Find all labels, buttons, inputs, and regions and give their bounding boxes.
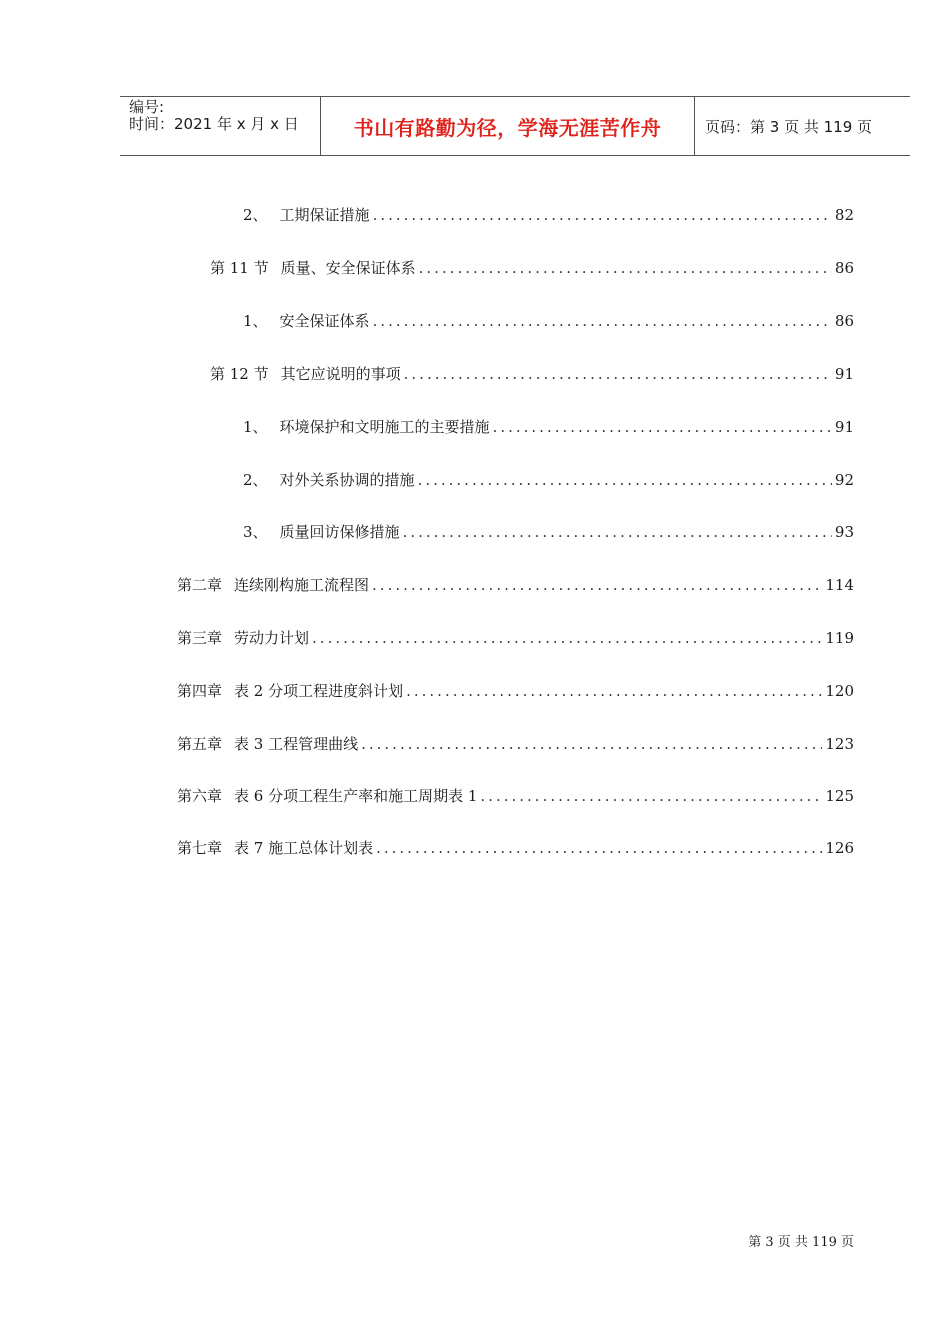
toc-entry[interactable]: [243, 311, 854, 331]
toc-entry-title: 表 2 分项工程进度斜计划: [234, 682, 404, 700]
toc-entry-number: 第三章: [177, 629, 223, 647]
toc-entry-number: 2、: [243, 206, 268, 224]
page-footer: [748, 1231, 854, 1250]
toc-entry-title: 表 3 工程管理曲线: [234, 735, 359, 753]
toc-entry-number: 3、: [243, 523, 268, 541]
toc-leader-dots: [404, 364, 832, 384]
toc-entry[interactable]: [210, 258, 854, 278]
toc-entry-title: 其它应说明的事项: [280, 365, 401, 383]
toc-entry[interactable]: [243, 470, 854, 490]
toc-entry-number: 1、: [243, 418, 268, 436]
toc-entry-page: 114: [825, 576, 854, 594]
toc-entry-page: 82: [834, 206, 854, 224]
toc-entry-number: 第二章: [177, 576, 223, 594]
toc-leader-dots: [480, 786, 822, 806]
header-page-number: 页码：第 3 页 共 119 页: [705, 117, 873, 136]
document-time-label: 时间：2021 年 x 月 x 日: [129, 115, 299, 133]
document-number-label: 编号:: [129, 98, 165, 116]
toc-entry-number: 第六章: [177, 787, 223, 805]
toc-entry-page: 120: [825, 682, 854, 700]
footer-page-number: 第 3 页 共 119 页: [748, 1235, 854, 1250]
toc-entry-title: 劳动力计划: [234, 629, 310, 647]
toc-entry-page: 91: [834, 365, 854, 383]
toc-leader-dots: [419, 258, 832, 278]
toc-entry-title: 环境保护和文明施工的主要措施: [279, 418, 490, 436]
toc-leader-dots: [373, 311, 832, 331]
toc-entry-number: 第四章: [177, 682, 223, 700]
toc-entry-number: 2、: [243, 471, 268, 489]
toc-entry-page: 91: [834, 418, 854, 436]
toc-entry-title: 表 6 分项工程生产率和施工周期表 1: [234, 787, 478, 805]
toc-entry-number: 第五章: [177, 735, 223, 753]
toc-leader-dots: [406, 681, 822, 701]
toc-entry[interactable]: [177, 681, 854, 701]
toc-entry-title: 工期保证措施: [279, 206, 370, 224]
toc-entry[interactable]: [177, 734, 854, 754]
toc-entry-number: 第 12 节: [210, 365, 269, 383]
header-page-cell: [695, 97, 910, 155]
toc-entry[interactable]: [177, 575, 854, 595]
toc-entry-title: 连续刚构施工流程图: [234, 576, 370, 594]
header-meta-cell: [120, 97, 321, 155]
toc-entry-page: 123: [825, 735, 854, 753]
toc-entry-title: 安全保证体系: [279, 312, 370, 330]
toc-entry-title: 表 7 施工总体计划表: [234, 839, 374, 857]
toc-entry-page: 92: [834, 471, 854, 489]
toc-leader-dots: [418, 470, 832, 490]
toc-leader-dots: [403, 522, 832, 542]
toc-entry-page: 125: [825, 787, 854, 805]
toc-leader-dots: [376, 838, 822, 858]
toc-entry[interactable]: [243, 522, 854, 542]
toc-entry[interactable]: [243, 205, 854, 225]
toc-entry[interactable]: [177, 838, 854, 858]
header-motto-cell: [321, 97, 695, 155]
toc-entry-number: 1、: [243, 312, 268, 330]
toc-leader-dots: [372, 575, 822, 595]
toc-leader-dots: [373, 205, 832, 225]
header-motto: 书山有路勤为径，学海无涯苦作舟: [353, 115, 662, 140]
toc-entry[interactable]: [243, 417, 854, 437]
page-header: [120, 96, 910, 156]
toc-entry-number: 第 11 节: [210, 259, 269, 277]
toc-leader-dots: [312, 628, 822, 648]
toc-entry[interactable]: [177, 786, 854, 806]
toc-leader-dots: [493, 417, 832, 437]
toc-entry-page: 93: [834, 523, 854, 541]
toc-entry-page: 119: [825, 629, 854, 647]
toc-entry-title: 对外关系协调的措施: [279, 471, 415, 489]
toc-entry-page: 126: [825, 839, 854, 857]
toc-entry-page: 86: [834, 259, 854, 277]
toc-entry-page: 86: [834, 312, 854, 330]
toc-entry[interactable]: [210, 364, 854, 384]
toc-leader-dots: [361, 734, 822, 754]
toc-entry-title: 质量、安全保证体系: [280, 259, 416, 277]
toc-entry-number: 第七章: [177, 839, 223, 857]
toc-entry[interactable]: [177, 628, 854, 648]
toc-entry-title: 质量回访保修措施: [279, 523, 400, 541]
